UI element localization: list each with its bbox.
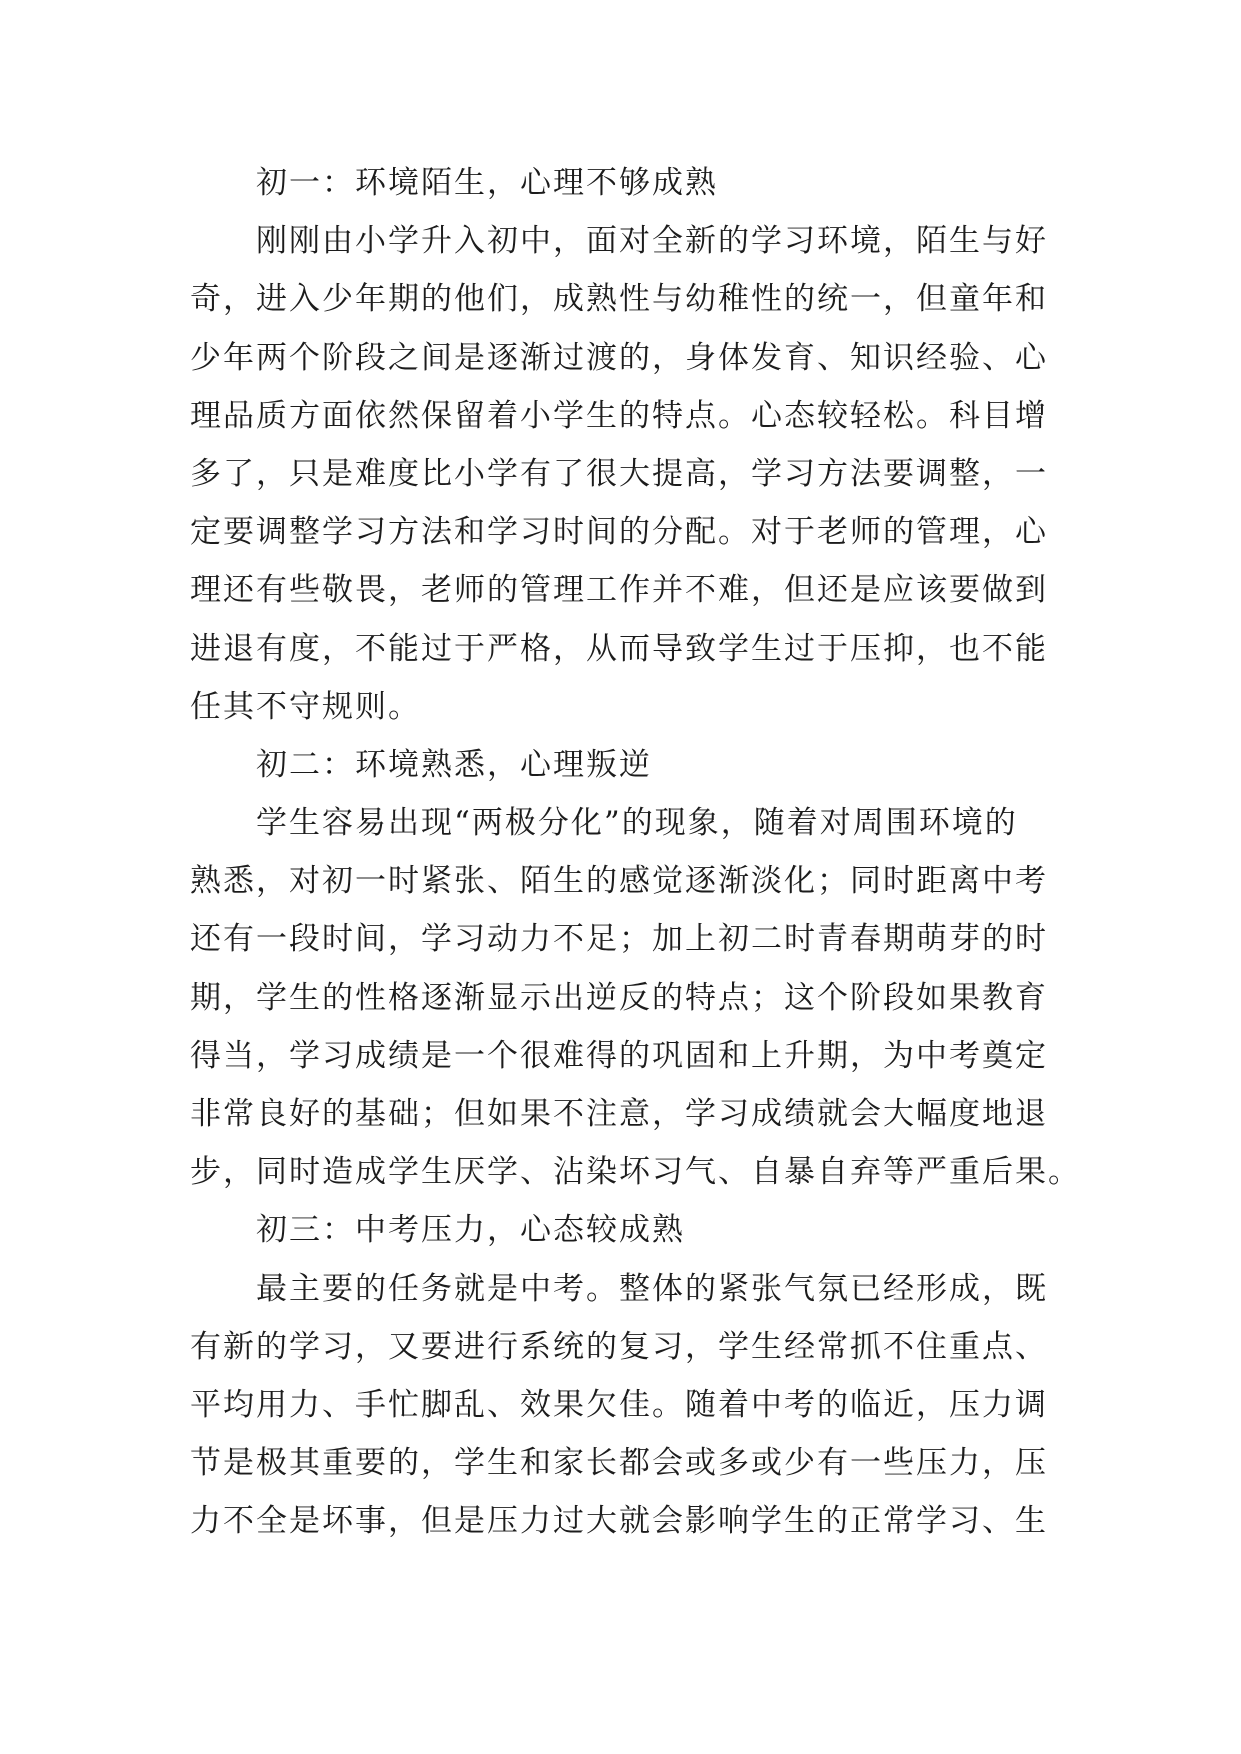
text-line: 期，学生的性格逐渐显示出逆反的特点；这个阶段如果教育	[190, 979, 1048, 1016]
text-line: 奇，进入少年期的他们，成熟性与幼稚性的统一，但童年和	[190, 281, 1048, 318]
text-line: 刚刚由小学升入初中，面对全新的学习环境，陌生与好	[256, 223, 1048, 260]
text-line: 非常良好的基础；但如果不注意，学习成绩就会大幅度地退	[190, 1096, 1048, 1132]
text-line: 任其不守规则。	[190, 688, 421, 725]
text-line: 平均用力、手忙脚乱、效果欠佳。随着中考的临近，压力调	[190, 1386, 1048, 1423]
text-line: 步，同时造成学生厌学、沾染坏习气、自暴自弃等严重后果。	[190, 1154, 1081, 1191]
text-line: 还有一段时间，学习动力不足；加上初二时青春期萌芽的时	[190, 921, 1048, 958]
text-line: 力不全是坏事，但是压力过大就会影响学生的正常学习、生	[190, 1503, 1048, 1540]
text-line: 得当，学习成绩是一个很难得的巩固和上升期，为中考奠定	[190, 1037, 1048, 1074]
text-line: 节是极其重要的，学生和家长都会或多或少有一些压力，压	[190, 1445, 1048, 1482]
text-line: 有新的学习，又要进行系统的复习，学生经常抓不住重点、	[190, 1328, 1048, 1365]
text-line: 理品质方面依然保留着小学生的特点。心态较轻松。科目增	[190, 397, 1048, 434]
text-line: 学生容易出现“两极分化”的现象，随着对周围环境的	[256, 805, 1018, 842]
text-line: 初一：环境陌生，心理不够成熟	[256, 165, 718, 201]
text-line: 进退有度，不能过于严格，从而导致学生过于压抑，也不能	[190, 630, 1048, 667]
text-line: 初三：中考压力，心态较成熟	[256, 1212, 685, 1249]
text-line: 最主要的任务就是中考。整体的紧张气氛已经形成，既	[256, 1270, 1048, 1307]
text-line: 理还有些敬畏，老师的管理工作并不难，但还是应该要做到	[190, 572, 1048, 609]
body-text	[190, 154, 1081, 1551]
text-line: 初二：环境熟悉，心理叛逆	[256, 746, 652, 783]
text-line: 定要调整学习方法和学习时间的分配。对于老师的管理，心	[190, 514, 1048, 551]
text-line: 少年两个阶段之间是逐渐过渡的，身体发育、知识经验、心	[190, 339, 1048, 376]
text-line: 熟悉，对初一时紧张、陌生的感觉逐渐淡化；同时距离中考	[190, 863, 1048, 900]
text-line: 多了，只是难度比小学有了很大提高，学习方法要调整，一	[190, 455, 1048, 492]
